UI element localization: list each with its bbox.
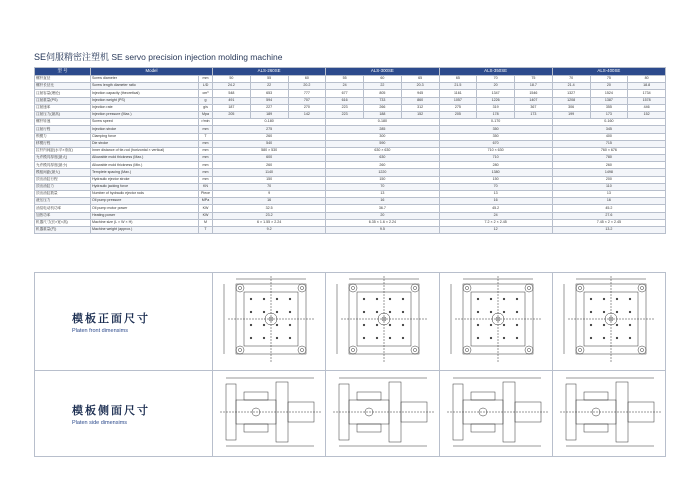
spec-label-en: Hydraulic ejector stroke — [91, 176, 199, 183]
spec-value: 707 — [288, 97, 326, 104]
spec-value: 150 — [439, 176, 552, 183]
spec-value: 1498 — [552, 169, 665, 176]
spec-row — [35, 83, 666, 90]
spec-unit: mm — [199, 147, 213, 154]
spec-value: 590 — [326, 140, 439, 147]
spec-value: 616 — [326, 97, 364, 104]
spec-value: 777 — [288, 90, 326, 97]
spec-value: 45.2 — [439, 205, 552, 212]
spec-value: 70 — [477, 76, 515, 83]
platen-front-drawing — [214, 274, 327, 364]
spec-label-en: Templete spacing (Max.) — [91, 169, 199, 176]
spec-value: 350 — [439, 126, 552, 133]
spec-unit: g — [199, 97, 213, 104]
spec-label-cn: 模板间距(最大) — [35, 169, 91, 176]
spec-label-cn: 液压压力 — [35, 198, 91, 205]
spec-row — [35, 198, 666, 205]
spec-value: 65 — [401, 76, 439, 83]
spec-unit: mm — [199, 140, 213, 147]
front-drawing-2 — [326, 273, 439, 371]
spec-value: 1578 — [628, 97, 666, 104]
spec-value: 400 — [552, 133, 665, 140]
spec-label-en: Injection rate — [91, 104, 199, 111]
spec-unit: KN — [199, 183, 213, 190]
side-drawing-2 — [326, 371, 439, 457]
spec-label-cn: 移模行程 — [35, 140, 91, 147]
spec-value: 630 — [326, 155, 439, 162]
spec-label-cn: 允许模具厚度(最小) — [35, 162, 91, 169]
platen-side-drawing — [214, 372, 327, 450]
front-label-cell — [35, 273, 213, 371]
spec-label-en: Oil pump pressure — [91, 198, 199, 205]
spec-value: 367 — [515, 104, 553, 111]
spec-value: 12 — [439, 226, 552, 233]
spec-value: 710 — [439, 155, 552, 162]
page-title — [34, 50, 282, 63]
spec-unit: M — [199, 219, 213, 226]
spec-label-en: Screw diameter — [91, 76, 199, 83]
spec-value: 110 — [552, 183, 665, 190]
spec-value: 13 — [552, 191, 665, 198]
spec-value: 945 — [401, 90, 439, 97]
spec-value: 13 — [326, 191, 439, 198]
spec-unit: mm — [199, 162, 213, 169]
spec-label-cn: 加热功率 — [35, 212, 91, 219]
side-label-en: Platen side dimensims — [72, 419, 128, 426]
spec-unit: mm — [199, 76, 213, 83]
side-label-cell — [35, 371, 213, 457]
spec-value: 22 — [250, 83, 288, 90]
spec-row — [35, 212, 666, 219]
spec-value: 446 — [628, 104, 666, 111]
spec-value: 75 — [590, 76, 628, 83]
spec-row — [35, 133, 666, 140]
spec-value: 0-180 — [326, 119, 439, 126]
spec-value: 13.2 — [552, 226, 665, 233]
spec-value: 0-180 — [213, 119, 326, 126]
spec-value: 355 — [590, 104, 628, 111]
spec-label-cn: 机器尺寸(长×宽×高) — [35, 219, 91, 226]
spec-value: 715 — [552, 140, 665, 147]
spec-label-cn: 注射压力(最高) — [35, 111, 91, 118]
spec-value: 7.45 × 2 × 2.45 — [552, 219, 665, 226]
spec-value: 27.6 — [552, 212, 665, 219]
spec-value: 142 — [288, 111, 326, 118]
spec-value: 600 — [213, 155, 326, 162]
spec-value: 13 — [439, 191, 552, 198]
spec-value: 80 — [628, 76, 666, 83]
spec-value: 1387 — [590, 97, 628, 104]
spec-unit: mm — [199, 176, 213, 183]
spec-value: 45.2 — [552, 205, 665, 212]
spec-value: 16 — [326, 198, 439, 205]
spec-label-en: Clamping force — [91, 133, 199, 140]
spec-value: 18.7 — [515, 83, 553, 90]
spec-label-en: Allowable mold thickness (Min.) — [91, 162, 199, 169]
spec-value: 260 — [326, 162, 439, 169]
spec-value: 1327 — [552, 90, 590, 97]
spec-value: 1208 — [552, 97, 590, 104]
spec-label-cn: 注射行程 — [35, 126, 91, 133]
header-model: Model — [91, 68, 213, 76]
spec-value: 150 — [213, 176, 326, 183]
spec-label-en: Number of hydraulic ejector rods — [91, 191, 199, 198]
spec-value: 1380 — [439, 169, 552, 176]
spec-label-cn: 注射速率 — [35, 104, 91, 111]
spec-value: 152 — [628, 111, 666, 118]
spec-row — [35, 90, 666, 97]
spec-value: 173 — [590, 111, 628, 118]
side-drawing-4 — [552, 371, 665, 457]
spec-unit: Piece — [199, 191, 213, 198]
platen-side-drawing — [327, 372, 440, 450]
spec-label-cn: 顶出油缸数量 — [35, 191, 91, 198]
spec-label-cn: 油泵电动机功率 — [35, 205, 91, 212]
spec-label-cn: 注射容量(理论) — [35, 90, 91, 97]
platen-side-drawing — [554, 372, 667, 450]
spec-label-cn: 允许模具厚度(最大) — [35, 155, 91, 162]
spec-label-en: Injection stroke — [91, 126, 199, 133]
spec-unit: cm³ — [199, 90, 213, 97]
spec-header-row — [35, 68, 666, 76]
spec-label-cn: 拉杆内间距(水平×垂直) — [35, 147, 91, 154]
spec-row — [35, 147, 666, 154]
header-model-3: ALS-350SE — [439, 68, 552, 76]
spec-value: 260 — [213, 133, 326, 140]
spec-value: 173 — [515, 111, 553, 118]
spec-value: 16 — [552, 198, 665, 205]
front-drawing-4 — [552, 273, 665, 371]
front-drawings-row — [35, 273, 666, 371]
spec-label-en: Oil pump motor power — [91, 205, 199, 212]
spec-value: 70 — [213, 183, 326, 190]
spec-value: 227 — [250, 104, 288, 111]
spec-value: 805 — [364, 90, 402, 97]
spec-value: 32.5 — [213, 205, 326, 212]
spec-unit: T — [199, 133, 213, 140]
spec-value: 1524 — [590, 90, 628, 97]
spec-unit: g/s — [199, 104, 213, 111]
spec-value: 223 — [326, 104, 364, 111]
spec-value: 1161 — [439, 90, 477, 97]
title-cn: SE伺服精密注塑机 — [34, 52, 110, 62]
spec-row — [35, 97, 666, 104]
spec-value: 280 — [439, 162, 552, 169]
spec-value: 7.2 × 2 × 2.45 — [439, 219, 552, 226]
spec-value: 1220 — [326, 169, 439, 176]
spec-value: 285 — [326, 126, 439, 133]
front-label-en: Platen front dimensims — [72, 327, 128, 334]
spec-row — [35, 104, 666, 111]
spec-value: 65 — [439, 76, 477, 83]
spec-label-en: Injection weight (PS) — [91, 97, 199, 104]
spec-value: 60 — [288, 76, 326, 83]
spec-value: 580 × 530 — [213, 147, 326, 154]
header-model-2: ALS-300SE — [326, 68, 439, 76]
spec-value: 9.2 — [213, 226, 326, 233]
spec-row — [35, 126, 666, 133]
spec-unit: mm — [199, 155, 213, 162]
platen-front-drawing — [327, 274, 440, 364]
spec-value: 18.8 — [628, 83, 666, 90]
spec-value: 16 — [439, 198, 552, 205]
side-label-cn: 模板侧面尺寸 — [72, 404, 150, 417]
spec-value: 21.4 — [552, 83, 590, 90]
spec-label-en: Machine size (L × W × H) — [91, 219, 199, 226]
spec-value: 6.35 × 1.6 × 2.24 — [326, 219, 439, 226]
spec-row — [35, 162, 666, 169]
spec-value: 548 — [213, 90, 251, 97]
spec-value: 653 — [250, 90, 288, 97]
spec-value: 270 — [288, 104, 326, 111]
spec-value: 20 — [590, 83, 628, 90]
spec-value: 152 — [401, 111, 439, 118]
spec-value: 70 — [439, 183, 552, 190]
spec-value: 540 — [213, 140, 326, 147]
spec-value: 780 — [552, 155, 665, 162]
spec-value: 260 — [552, 162, 665, 169]
spec-unit: T — [199, 226, 213, 233]
title-en: SE servo precision injection molding machine — [111, 52, 283, 62]
side-drawings-row — [35, 371, 666, 457]
spec-value: 306 — [552, 104, 590, 111]
spec-value: 0-160 — [552, 119, 665, 126]
spec-value: 710 × 630 — [439, 147, 552, 154]
spec-value: 150 — [326, 176, 439, 183]
spec-label-en: Screw speed — [91, 119, 199, 126]
spec-value: 200 — [552, 176, 665, 183]
spec-label-en: Heating power — [91, 212, 199, 219]
spec-value: 1226 — [477, 97, 515, 104]
front-drawing-3 — [439, 273, 552, 371]
spec-value: 205 — [213, 111, 251, 118]
spec-value: 55 — [326, 76, 364, 83]
spec-value: 1140 — [213, 169, 326, 176]
platen-front-drawing — [441, 274, 554, 364]
spec-value: 260 — [213, 162, 326, 169]
spec-row — [35, 140, 666, 147]
header-model-1: ALS-260SE — [213, 68, 326, 76]
spec-value: 50 — [213, 76, 251, 83]
spec-value: 178 — [477, 111, 515, 118]
spec-row — [35, 76, 666, 83]
spec-value: 1347 — [477, 90, 515, 97]
spec-value: 350 — [439, 133, 552, 140]
spec-value: 860 — [401, 97, 439, 104]
spec-value: 24 — [326, 83, 364, 90]
spec-value: 24 — [439, 212, 552, 219]
spec-value: 20 — [326, 212, 439, 219]
spec-value: 36.7 — [326, 205, 439, 212]
spec-unit: mm — [199, 126, 213, 133]
spec-label-en: Die stroke — [91, 140, 199, 147]
spec-value: 300 — [326, 133, 439, 140]
spec-value: 630 × 630 — [326, 147, 439, 154]
spec-value: 199 — [552, 111, 590, 118]
spec-label-cn: 螺杆直径 — [35, 76, 91, 83]
spec-value: 205 — [439, 111, 477, 118]
spec-value: 24.2 — [213, 83, 251, 90]
spec-value: 1546 — [515, 90, 553, 97]
spec-row — [35, 205, 666, 212]
side-drawing-1 — [213, 371, 326, 457]
spec-row — [35, 226, 666, 233]
spec-label-cn: 锁模力 — [35, 133, 91, 140]
spec-unit: mm — [199, 169, 213, 176]
header-model-4: ALS-400SE — [552, 68, 665, 76]
spec-value: 319 — [477, 104, 515, 111]
spec-value: 60 — [364, 76, 402, 83]
spec-value: 677 — [326, 90, 364, 97]
spec-unit: KW — [199, 205, 213, 212]
spec-value: 266 — [364, 104, 402, 111]
spec-row — [35, 183, 666, 190]
spec-unit: KW — [199, 212, 213, 219]
spec-label-cn: 顶出油缸力 — [35, 183, 91, 190]
spec-value: 20.2 — [288, 83, 326, 90]
spec-value: 275 — [439, 104, 477, 111]
spec-value: 670 — [439, 140, 552, 147]
spec-row — [35, 155, 666, 162]
platen-side-drawing — [441, 372, 554, 450]
spec-value: 20.3 — [401, 83, 439, 90]
spec-value: 1734 — [628, 90, 666, 97]
drawings-table — [34, 272, 666, 457]
spec-value: 223 — [326, 111, 364, 118]
spec-unit: Mpa — [199, 111, 213, 118]
spec-value: 491 — [213, 97, 251, 104]
spec-label-cn: 螺杆转速 — [35, 119, 91, 126]
spec-label-en: Hydraulic jacking force — [91, 183, 199, 190]
spec-label-en: Inner distance of tie-rod (horizontal × vertical) — [91, 147, 199, 154]
spec-value: 594 — [250, 97, 288, 104]
spec-unit: r/min — [199, 119, 213, 126]
spec-label-en: Allowable mold thickness (Max.) — [91, 155, 199, 162]
spec-value: 275 — [213, 126, 326, 133]
spec-label-cn: 螺杆长径比 — [35, 83, 91, 90]
spec-value: 23.2 — [213, 212, 326, 219]
spec-row — [35, 219, 666, 226]
spec-value: 9.5 — [326, 226, 439, 233]
spec-row — [35, 176, 666, 183]
spec-label-cn: 顶出油缸行程 — [35, 176, 91, 183]
spec-value: 188 — [364, 111, 402, 118]
spec-value: 21.5 — [439, 83, 477, 90]
spec-label-en: Machine weight (approx.) — [91, 226, 199, 233]
platen-front-drawing — [554, 274, 667, 364]
spec-row — [35, 169, 666, 176]
spec-label-en: Screw length diameter ratio — [91, 83, 199, 90]
spec-row — [35, 111, 666, 118]
spec-value: 9 — [213, 191, 326, 198]
spec-value: 75 — [515, 76, 553, 83]
spec-unit: L/D — [199, 83, 213, 90]
spec-unit: MPa — [199, 198, 213, 205]
spec-row — [35, 191, 666, 198]
spec-value: 187 — [213, 104, 251, 111]
front-drawing-1 — [213, 273, 326, 371]
side-drawing-3 — [439, 371, 552, 457]
spec-value: 0-170 — [439, 119, 552, 126]
spec-value: 6 × 1.55 × 2.24 — [213, 219, 326, 226]
spec-value: 55 — [250, 76, 288, 83]
spec-value: 733 — [364, 97, 402, 104]
spec-value: 312 — [401, 104, 439, 111]
spec-row — [35, 119, 666, 126]
header-type: 型 号 — [35, 68, 91, 76]
spec-value: 1407 — [515, 97, 553, 104]
spec-value: 16 — [213, 198, 326, 205]
spec-label-en: Injection pressure (Max.) — [91, 111, 199, 118]
spec-table — [34, 67, 666, 234]
spec-value: 70 — [552, 76, 590, 83]
spec-value: 760 × 676 — [552, 147, 665, 154]
spec-value: 189 — [250, 111, 288, 118]
spec-label-cn: 机器重量(约) — [35, 226, 91, 233]
spec-value: 70 — [326, 183, 439, 190]
spec-value: 345 — [552, 126, 665, 133]
spec-value: 1057 — [439, 97, 477, 104]
front-label-cn: 模板正面尺寸 — [72, 312, 150, 325]
spec-label-en: Injection capacity (theoretical) — [91, 90, 199, 97]
spec-value: 20 — [477, 83, 515, 90]
spec-value: 22 — [364, 83, 402, 90]
spec-label-cn: 注射重量(PS) — [35, 97, 91, 104]
